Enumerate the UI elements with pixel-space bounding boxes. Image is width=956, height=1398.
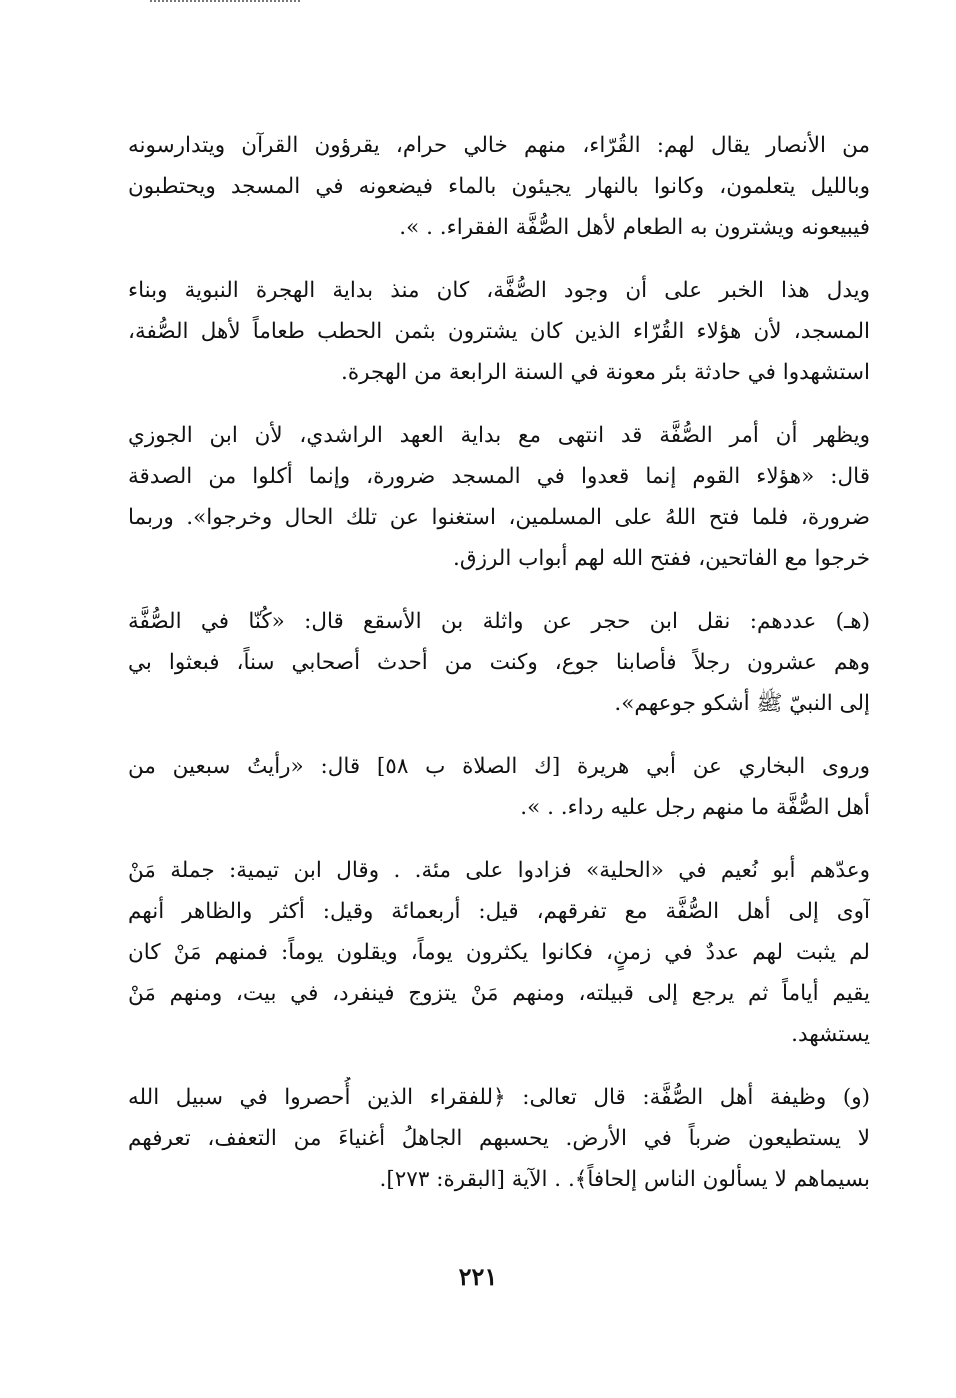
- text-line: (و) وظيفة أهل الصُّفَّة: قال تعالى: ﴿للفقراء الذين أُحصروا في سبيل الله: [128, 1085, 870, 1110]
- text-line: خرجوا مع الفاتحين، ففتح الله لهم أبواب الرزق.: [453, 546, 870, 571]
- text-line: بسيماهم لا يسألون الناس إلحافاً﴾. . الآية [البقرة: ٢٧٣].: [379, 1167, 870, 1192]
- body-text: [128, 125, 870, 1222]
- paragraph-7: [128, 1077, 870, 1200]
- paragraph-6: [128, 850, 870, 1055]
- text-line: لا يستطيعون ضرباً في الأرض. يحسبهم الجاهلُ أغنياءَ من التعفف، تعرفهم: [128, 1126, 870, 1151]
- text-line: (هـ) عددهم: نقل ابن حجر عن واثلة بن الأسقع قال: «كُنّا في الصُّفَّة: [128, 609, 870, 634]
- text-line: إلى النبيّ ﷺ أشكو جوعهم».: [614, 691, 870, 716]
- text-line: أهل الصُّفَّة ما منهم رجل عليه رداء. . ».: [520, 795, 870, 820]
- paragraph-2: [128, 270, 870, 393]
- text-line: استشهدوا في حادثة بئر معونة في السنة الرابعة من الهجرة.: [341, 360, 870, 385]
- paragraph-1: [128, 125, 870, 248]
- paragraph-4: [128, 601, 870, 724]
- paragraph-5: [128, 746, 870, 828]
- text-line: وروى البخاري عن أبي هريرة [ك الصلاة ب ٥٨] قال: «رأيتُ سبعين من: [128, 754, 870, 779]
- text-line: آوى إلى أهل الصُّفَّة مع تفرقهم، قيل: أربعمائة وقيل: أكثر والظاهر أنهم: [128, 899, 870, 924]
- text-line: ويدل هذا الخبر على أن وجود الصُّفَّة، كان منذ بداية الهجرة النبوية وبناء: [128, 278, 870, 303]
- text-line: المسجد، لأن هؤلاء القُرّاء الذين كان يشترون بثمن الحطب طعاماً لأهل الصُّفة،: [128, 319, 870, 344]
- paragraph-3: [128, 415, 870, 579]
- text-line: يقيم أياماً ثم يرجع إلى قبيلته، ومنهم مَنْ يتزوج فينفرد، في بيت، ومنهم مَنْ: [128, 981, 870, 1006]
- text-line: وبالليل يتعلمون، وكانوا بالنهار يجيئون بالماء فيضعونه في المسجد ويحتطبون: [128, 174, 870, 199]
- text-line: من الأنصار يقال لهم: القُرّاء، منهم خالي حرام، يقرؤون القرآن ويتدارسونه: [128, 133, 870, 158]
- text-line: قال: «هؤلاء القوم إنما قعدوا في المسجد ضرورة، وإنما أكلوا من الصدقة: [128, 464, 870, 489]
- text-line: ويظهر أن أمر الصُّفَّة قد انتهى مع بداية العهد الراشدي، لأن ابن الجوزي: [128, 423, 870, 448]
- text-line: لم يثبت لهم عددٌ في زمنٍ، فكانوا يكثرون يوماً، ويقلون يوماً: فمنهم مَنْ كان: [128, 940, 870, 965]
- header-rule: [150, 0, 300, 8]
- text-line: ضرورة، فلما فتح اللهُ على المسلمين، استغنوا عن تلك الحال وخرجوا». وربما: [128, 505, 870, 530]
- text-line: يستشهد.: [791, 1022, 870, 1047]
- text-line: وعدّهم أبو نُعيم في «الحلية» فزادوا على مئة. . وقال ابن تيمية: جملة مَنْ: [128, 858, 870, 883]
- text-line: وهم عشرون رجلاً فأصابنا جوع، وكنت من أحدث أصحابي سناً، فبعثوا بي: [128, 650, 870, 675]
- text-line: فيبيعونه ويشترون به الطعام لأهل الصُّفَّة الفقراء. . ».: [399, 215, 870, 240]
- page-number: ٢٢١: [458, 1262, 498, 1291]
